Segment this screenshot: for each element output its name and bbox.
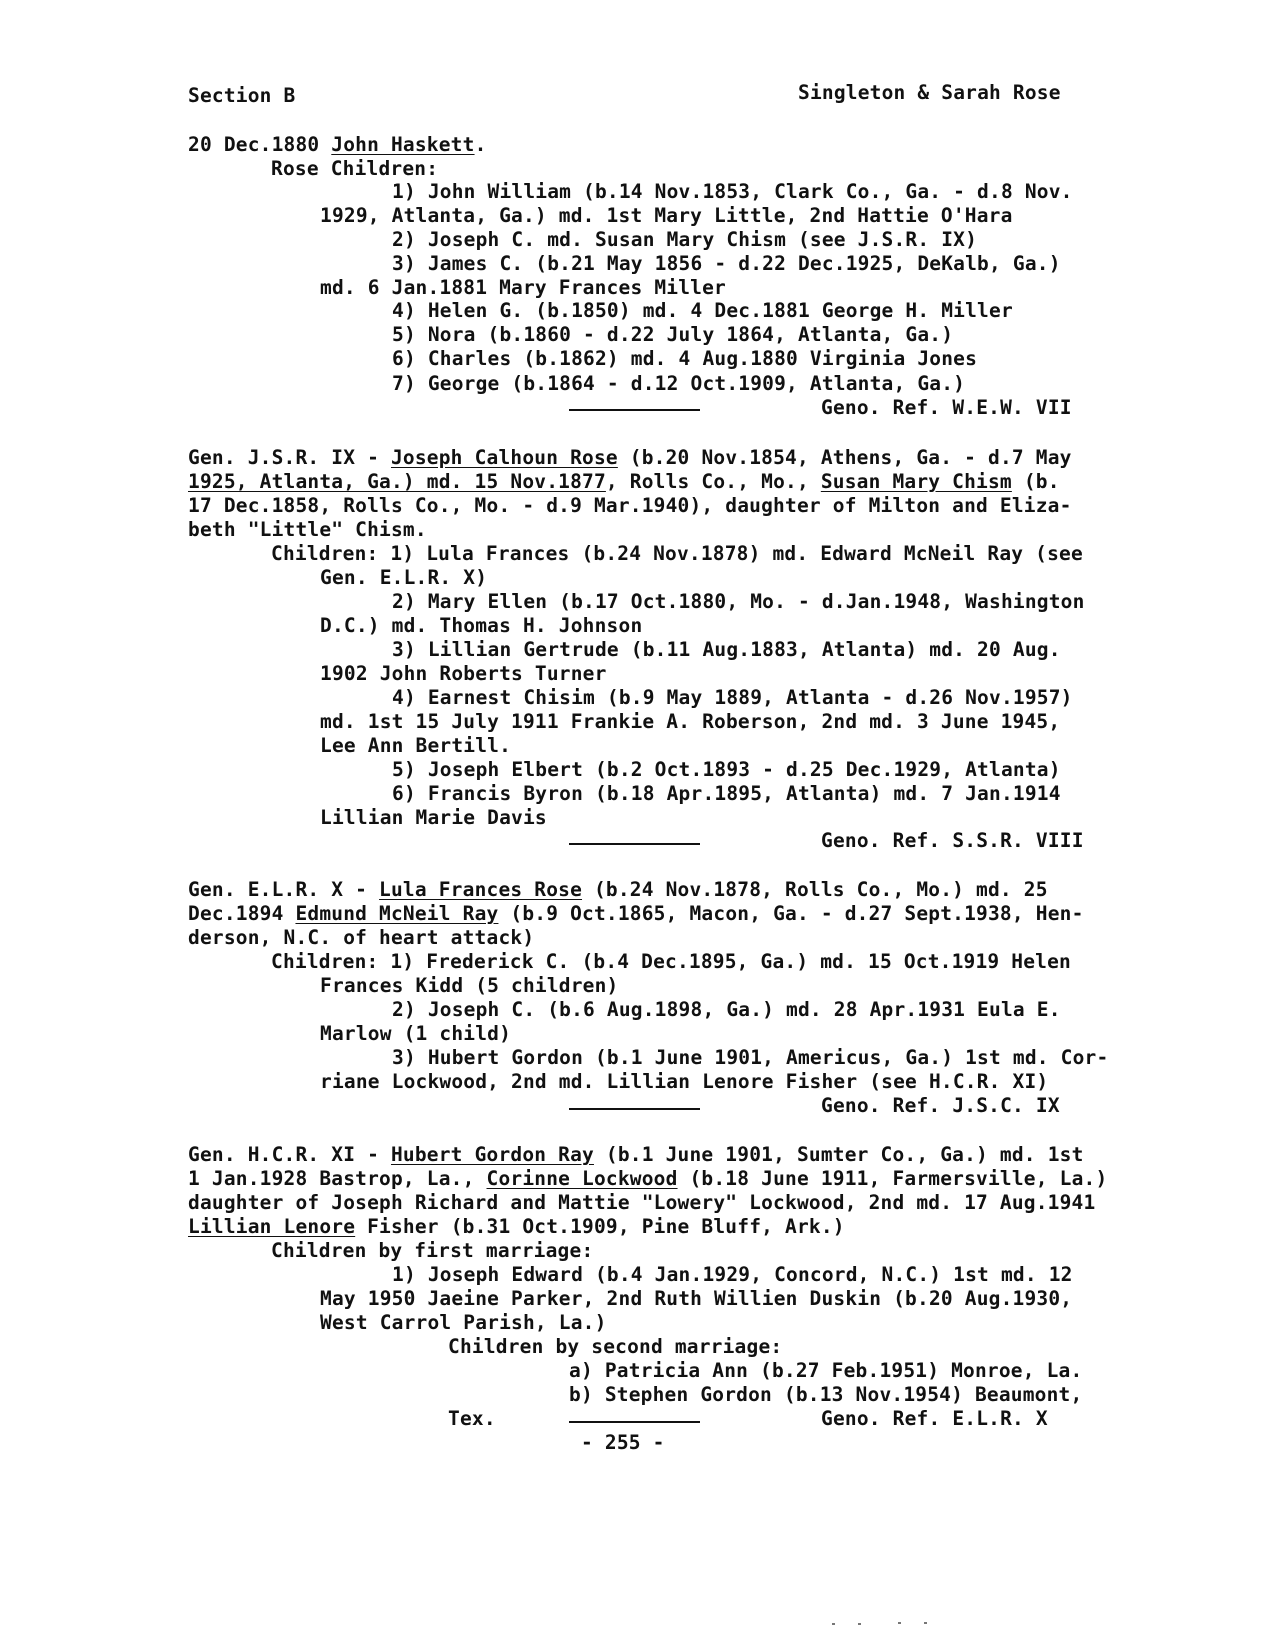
rose-children-label: Rose Children:	[271, 157, 439, 180]
geno-ref: Geno. Ref. S.S.R. VIII	[821, 829, 1084, 852]
jsr-spouse-post: (b.	[1011, 470, 1060, 493]
jsr-child-4b: md. 1st 15 July 1911 Frankie A. Roberson, 2nd md. 3 June 1945,	[320, 710, 1061, 733]
jsr-child-1a: Children: 1) Lula Frances (b.24 Nov.1878) md. Edward McNeil Ray (see	[271, 542, 1083, 565]
elr-spouse-info: (b.9 Oct.1865, Macon, Ga. - d.27 Sept.1938, Hen-	[498, 902, 1084, 925]
hcr-spouse-2: Lillian Lenore	[188, 1215, 356, 1238]
page-number: - 255 -	[581, 1431, 665, 1454]
rose-child-7: 7) George (b.1864 - d.12 Oct.1909, Atlanta, Ga.)	[392, 372, 966, 395]
rose-child-6: 6) Charles (b.1862) md. 4 Aug.1880 Virginia Jones	[392, 347, 978, 370]
hcr-line-3: daughter of Joseph Richard and Mattie "Lowery" Lockwood, 2nd md. 17 Aug.1941	[188, 1191, 1096, 1214]
elr-spouse: Edmund McNeil Ray	[295, 902, 499, 925]
section-divider	[569, 1421, 700, 1423]
jsr-line-4: beth "Little" Chism.	[188, 518, 427, 541]
jsr-child-3a: 3) Lillian Gertrude (b.11 Aug.1883, Atlanta) md. 20 Aug.	[392, 638, 1061, 661]
hcr-prefix: Gen. H.C.R. XI -	[188, 1143, 391, 1166]
elr-name: Lula Frances Rose	[379, 878, 583, 901]
jsr-line-3: 17 Dec.1858, Rolls Co., Mo. - d.9 Mar.1940), daughter of Milton and Eliza-	[188, 494, 1072, 517]
hcr-name: Hubert Gordon Ray	[390, 1143, 594, 1166]
jsr-birth: (b.20 Nov.1854, Athens, Ga. - d.7 May	[617, 446, 1072, 469]
hcr-grandchild-a: a) Patricia Ann (b.27 Feb.1951) Monroe, La.	[569, 1359, 1083, 1382]
jsr-child-4c: Lee Ann Bertill.	[320, 734, 512, 757]
elr-line-1	[188, 878, 1048, 902]
section-label: Section B	[188, 84, 296, 107]
elr-birth: (b.24 Nov.1878, Rolls Co., Mo.) md. 25	[582, 878, 1048, 901]
jsr-line-1	[188, 446, 1072, 470]
geno-ref: Geno. Ref. E.L.R. X	[821, 1407, 1048, 1430]
intro-name: John Haskett	[331, 133, 475, 156]
section-divider	[569, 1108, 700, 1110]
geno-ref: Geno. Ref. J.S.C. IX	[821, 1094, 1060, 1117]
hcr-first-marriage-label: Children by first marriage:	[271, 1239, 594, 1262]
hcr-grandchild-b: b) Stephen Gordon (b.13 Nov.1954) Beaumont,	[569, 1383, 1083, 1406]
hcr-spouse-2-info: Fisher (b.31 Oct.1909, Pine Bluff, Ark.)	[355, 1215, 845, 1238]
scan-speck	[898, 1622, 901, 1624]
scan-speck	[858, 1623, 861, 1625]
jsr-marriage: 1925, Atlanta, Ga.) md. 15 Nov.1877	[188, 470, 606, 493]
jsr-child-4a: 4) Earnest Chisim (b.9 May 1889, Atlanta - d.26 Nov.1957)	[392, 686, 1073, 709]
intro-end: .	[474, 133, 487, 156]
hcr-child-1a: 1) Joseph Edward (b.4 Jan.1929, Concord, N.C.) 1st md. 12	[392, 1263, 1073, 1286]
elr-child-3a: 3) Hubert Gordon (b.1 June 1901, Americus, Ga.) 1st md. Cor-	[392, 1046, 1109, 1069]
jsr-prefix: Gen. J.S.R. IX -	[188, 446, 391, 469]
rose-child-3b: md. 6 Jan.1881 Mary Frances Miller	[320, 276, 726, 299]
elr-child-2a: 2) Joseph C. (b.6 Aug.1898, Ga.) md. 28 Apr.1931 Eula E.	[392, 998, 1061, 1021]
jsr-child-6b: Lillian Marie Davis	[320, 806, 547, 829]
hcr-date: 1 Jan.1928 Bastrop, La.,	[188, 1167, 487, 1190]
jsr-line-2	[188, 470, 1060, 494]
rose-child-3a: 3) James C. (b.21 May 1856 - d.22 Dec.1925, DeKalb, Ga.)	[392, 252, 1061, 275]
elr-child-1a: Children: 1) Frederick C. (b.4 Dec.1895, Ga.) md. 15 Oct.1919 Helen	[271, 950, 1071, 973]
geno-ref: Geno. Ref. W.E.W. VII	[821, 396, 1072, 419]
section-divider	[569, 843, 700, 845]
intro-line	[188, 133, 487, 157]
jsr-name: Joseph Calhoun Rose	[390, 446, 618, 469]
elr-child-3b: riane Lockwood, 2nd md. Lillian Lenore Fisher (see H.C.R. XI)	[320, 1070, 1049, 1093]
elr-child-2b: Marlow (1 child)	[320, 1022, 512, 1045]
jsr-child-3b: 1902 John Roberts Turner	[320, 662, 607, 685]
elr-line-2	[188, 902, 1084, 926]
scan-speck	[924, 1622, 927, 1624]
rose-child-5: 5) Nora (b.1860 - d.22 July 1864, Atlanta, Ga.)	[392, 323, 954, 346]
jsr-child-2a: 2) Mary Ellen (b.17 Oct.1880, Mo. - d.Jan.1948, Washington	[392, 590, 1085, 613]
jsr-child-5: 5) Joseph Elbert (b.2 Oct.1893 - d.25 Dec.1929, Atlanta)	[392, 758, 1061, 781]
jsr-place: , Rolls Co., Mo.,	[605, 470, 821, 493]
hcr-line-1	[188, 1143, 1084, 1167]
elr-date: Dec.1894	[188, 902, 296, 925]
hcr-child-1b: May 1950 Jaeine Parker, 2nd Ruth Willien Duskin (b.20 Aug.1930,	[320, 1287, 1073, 1310]
rose-child-1a: 1) John William (b.14 Nov.1853, Clark Co., Ga. - d.8 Nov.	[392, 180, 1073, 203]
hcr-spouse-1: Corinne Lockwood	[486, 1167, 678, 1190]
jsr-child-2b: D.C.) md. Thomas H. Johnson	[320, 614, 643, 637]
hcr-line-4	[188, 1215, 845, 1239]
jsr-child-1b: Gen. E.L.R. X)	[320, 566, 488, 589]
elr-prefix: Gen. E.L.R. X -	[188, 878, 380, 901]
jsr-spouse: Susan Mary Chism	[820, 470, 1012, 493]
elr-line-3: derson, N.C. of heart attack)	[188, 926, 535, 949]
jsr-child-6a: 6) Francis Byron (b.18 Apr.1895, Atlanta) md. 7 Jan.1914	[392, 782, 1061, 805]
hcr-line-2	[188, 1167, 1107, 1191]
hcr-spouse-1-info: (b.18 June 1911, Farmersville, La.)	[677, 1167, 1108, 1190]
hcr-grandchild-b-cont: Tex.	[448, 1407, 496, 1430]
rose-child-2: 2) Joseph C. md. Susan Mary Chism (see J.S.R. IX)	[392, 228, 978, 251]
hcr-birth: (b.1 June 1901, Sumter Co., Ga.) md. 1st	[593, 1143, 1084, 1166]
page-title: Singleton & Sarah Rose	[798, 81, 1061, 104]
intro-date: 20 Dec.1880	[188, 133, 332, 156]
elr-child-1b: Frances Kidd (5 children)	[320, 974, 619, 997]
section-divider	[569, 409, 700, 411]
scan-speck	[832, 1623, 835, 1625]
hcr-second-marriage-label: Children by second marriage:	[448, 1335, 783, 1358]
rose-child-4: 4) Helen G. (b.1850) md. 4 Dec.1881 George H. Miller	[392, 299, 1013, 322]
rose-child-1b: 1929, Atlanta, Ga.) md. 1st Mary Little, 2nd Hattie O'Hara	[320, 204, 1013, 227]
hcr-child-1c: West Carrol Parish, La.)	[320, 1311, 607, 1334]
